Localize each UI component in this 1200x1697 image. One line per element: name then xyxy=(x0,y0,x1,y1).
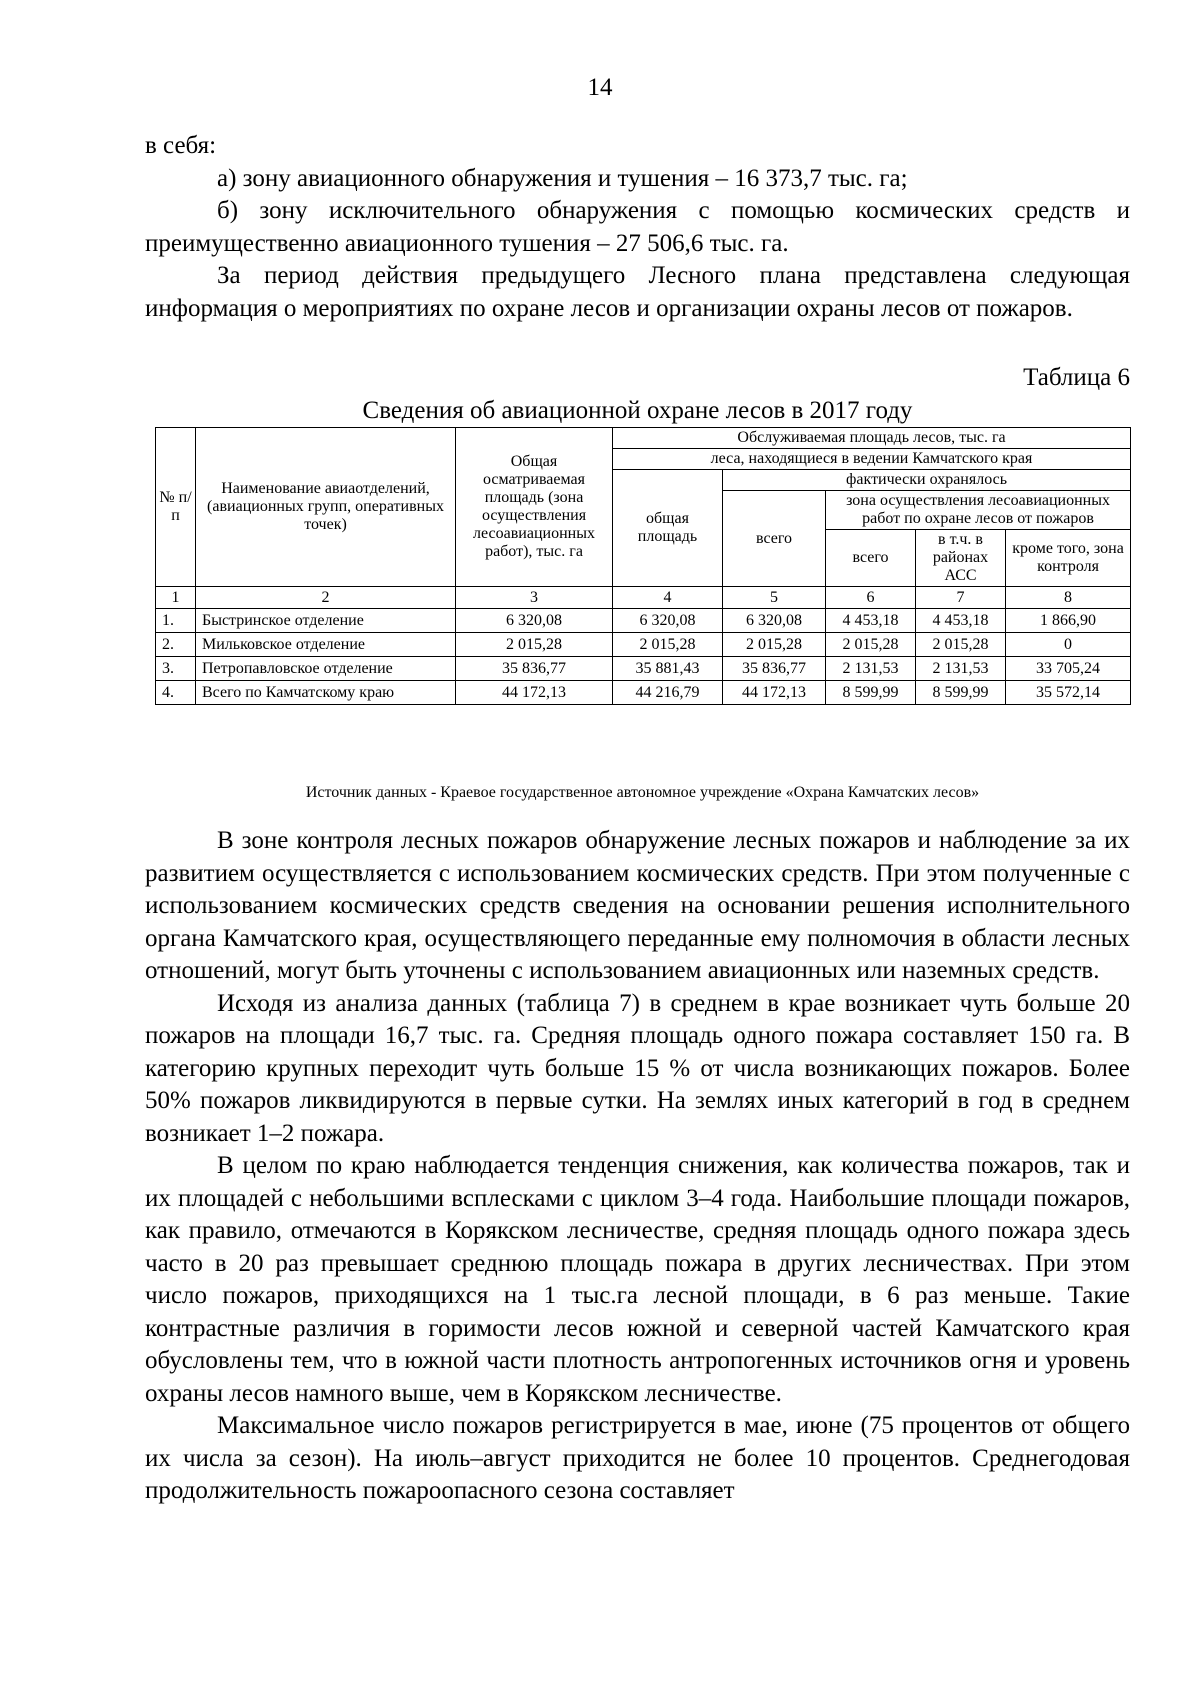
row-value: 1 866,90 xyxy=(1006,609,1131,633)
row-value: 35 836,77 xyxy=(456,657,613,681)
row-value: 2 015,28 xyxy=(723,633,826,657)
row-name: Мильковское отделение xyxy=(196,633,456,657)
table-label: Таблица 6 xyxy=(1023,364,1130,391)
header-name: Наименование авиаотделений, (авиационных групп, оперативных точек) xyxy=(196,428,456,587)
col-number: 5 xyxy=(723,587,826,609)
list-item-b: б) зону исключительного обнаружения с помощью космических средств и преимущественно авиационного тушения – 27 506,6 тыс. га. xyxy=(145,197,1130,257)
paragraph: Исходя из анализа данных (таблица 7) в среднем в крае возникает чуть больше 20 пожаров на площади 16,7 тыс. га. Средняя площадь одного пожара составляет 150 га. В категорию крупных переходит чуть больше 15 % от числа возникающих пожаров. Более 50% пожаров ликвидируются в первые сутки. На землях иных категорий в год в среднем возникает 1–2 пожара. xyxy=(145,989,1130,1147)
header-actually-protected: фактически охранялось xyxy=(723,470,1131,491)
header-num: № п/п xyxy=(156,428,196,587)
row-name: Быстринское отделение xyxy=(196,609,456,633)
row-value: 44 172,13 xyxy=(723,681,826,705)
table-row xyxy=(156,609,1131,633)
row-value: 8 599,99 xyxy=(916,681,1006,705)
row-name: Всего по Камчатскому краю xyxy=(196,681,456,705)
col-number: 7 xyxy=(916,587,1006,609)
intro-paragraph: За период действия предыдущего Лесного плана представлена следующая информация о мероприятиях по охране лесов и организации охраны лесов от пожаров. xyxy=(145,262,1130,322)
col-number: 6 xyxy=(826,587,916,609)
row-num: 2. xyxy=(156,633,196,657)
body-text xyxy=(145,825,1130,1508)
table-row xyxy=(156,633,1131,657)
aviation-protection-table xyxy=(155,427,1131,705)
row-value: 6 320,08 xyxy=(613,609,723,633)
intro-line: в себя: xyxy=(145,132,217,159)
row-value: 35 881,43 xyxy=(613,657,723,681)
table-row xyxy=(156,681,1131,705)
paragraph: В целом по краю наблюдается тенденция снижения, как количества пожаров, так и их площадей с небольшими всплесками с циклом 3–4 года. Наибольшие площади пожаров, как правило, отмечаются в Корякском лесничестве, средняя площадь одного пожара здесь часто в 20 раз превышает среднюю площадь пожара в других лесничествах. При этом число пожаров, приходящихся на 1 тыс.га лесной площади, в 6 раз меньше. Такие контрастные различия в горимости лесов южной и северной частей Камчатского края обусловлены тем, что в южной части плотность антропогенных источников огня и уровень охраны лесов намного выше, чем в Корякском лесничестве. xyxy=(145,1152,1130,1407)
header-incl-ass: в т.ч. в районах АСС xyxy=(916,530,1006,587)
row-name: Петропавловское отделение xyxy=(196,657,456,681)
header-zone: зона осуществления лесоавиационных работ по охране лесов от пожаров xyxy=(826,491,1131,530)
column-number-row xyxy=(156,587,1131,609)
table-source-note: Источник данных - Краевое государственное автономное учреждение «Охрана Камчатских лесов» xyxy=(305,784,980,801)
header-all: всего xyxy=(723,491,826,587)
row-value: 35 836,77 xyxy=(723,657,826,681)
header-general-area: общая площадь xyxy=(613,470,723,587)
header-total-area: Общая осматриваемая площадь (зона осуществления лесоавиационных работ), тыс. га xyxy=(456,428,613,587)
paragraph: В зоне контроля лесных пожаров обнаружение лесных пожаров и наблюдение за их развитием осуществляется с использованием космических средств. При этом полученные с использованием космических средств сведения на основании решения исполнительного органа Камчатского края, осуществляющего переданные ему полномочия в области лесных отношений, могут быть уточнены с использованием авиационных или наземных средств. xyxy=(145,827,1130,984)
row-value: 6 320,08 xyxy=(456,609,613,633)
header-forests-kamchatka: леса, находящиеся в ведении Камчатского края xyxy=(613,449,1131,470)
col-number: 4 xyxy=(613,587,723,609)
row-num: 4. xyxy=(156,681,196,705)
row-value: 0 xyxy=(1006,633,1131,657)
row-value: 33 705,24 xyxy=(1006,657,1131,681)
row-value: 2 015,28 xyxy=(456,633,613,657)
row-value: 2 015,28 xyxy=(826,633,916,657)
intro-block xyxy=(145,130,1130,325)
row-value: 44 172,13 xyxy=(456,681,613,705)
header-served-area: Обслуживаемая площадь лесов, тыс. га xyxy=(613,428,1131,449)
col-number: 1 xyxy=(156,587,196,609)
row-value: 4 453,18 xyxy=(916,609,1006,633)
page-number: 14 xyxy=(587,74,613,101)
header-besides-control: кроме того, зона контроля xyxy=(1006,530,1131,587)
row-num: 3. xyxy=(156,657,196,681)
row-value: 2 131,53 xyxy=(826,657,916,681)
row-value: 2 015,28 xyxy=(916,633,1006,657)
header-zone-all: всего xyxy=(826,530,916,587)
table-row xyxy=(156,657,1131,681)
col-number: 3 xyxy=(456,587,613,609)
row-value: 4 453,18 xyxy=(826,609,916,633)
col-number: 8 xyxy=(1006,587,1131,609)
row-value: 6 320,08 xyxy=(723,609,826,633)
paragraph: Максимальное число пожаров регистрируется в мае, июне (75 процентов от общего их числа за сезон). На июль–август приходится не более 10 процентов. Среднегодовая продолжительность пожароопасного сезона составляет xyxy=(145,1412,1130,1504)
row-value: 35 572,14 xyxy=(1006,681,1131,705)
row-value: 2 131,53 xyxy=(916,657,1006,681)
list-item-a: а) зону авиационного обнаружения и тушения – 16 373,7 тыс. га; xyxy=(217,164,908,192)
col-number: 2 xyxy=(196,587,456,609)
row-value: 44 216,79 xyxy=(613,681,723,705)
table-title: Сведения об авиационной охране лесов в 2017 году xyxy=(362,397,913,424)
row-num: 1. xyxy=(156,609,196,633)
row-value: 2 015,28 xyxy=(613,633,723,657)
row-value: 8 599,99 xyxy=(826,681,916,705)
